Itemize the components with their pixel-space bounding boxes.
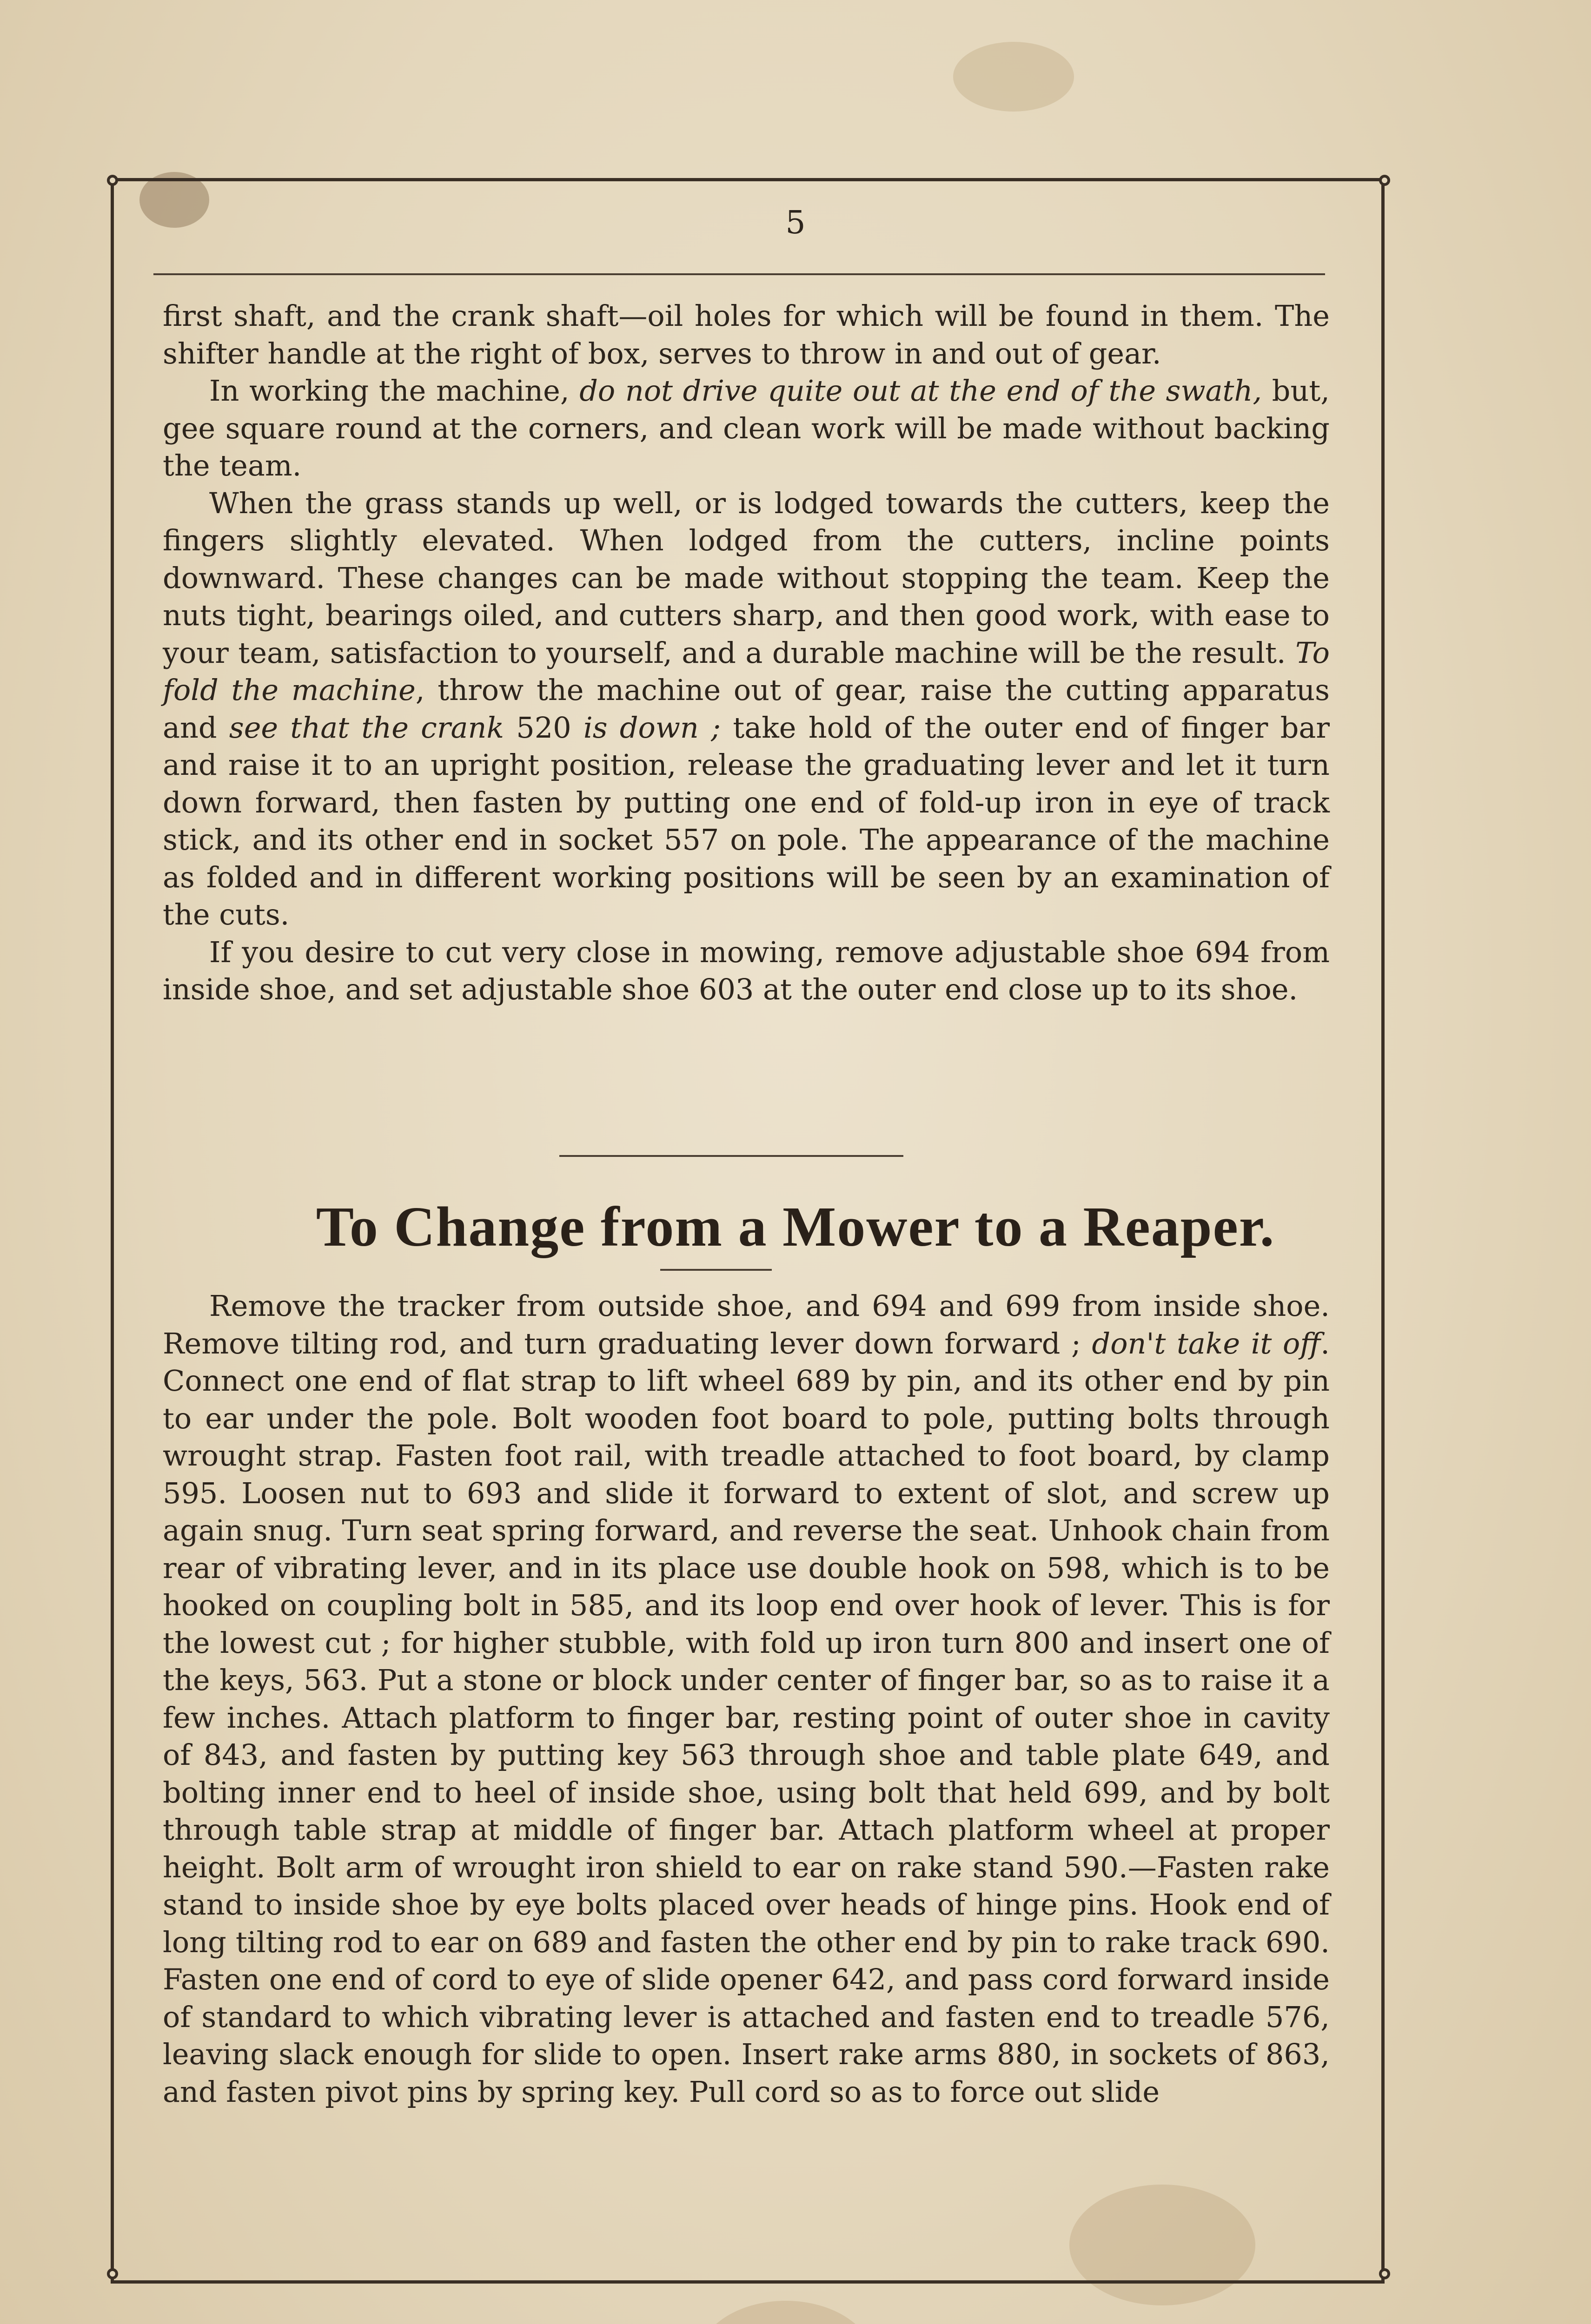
italic-text-run: don't take it off: [1092, 1326, 1321, 1360]
text-run: In working the machine,: [209, 374, 580, 408]
header-rule: [153, 273, 1325, 275]
border-corner-ornament: [1375, 2265, 1394, 2283]
text-run: first shaft, and the crank shaft—oil holes for which will be found in them. The shifter handle at the right of box, serves to throw in and out of gear.: [163, 299, 1330, 370]
text-run: When the grass stands up well, or is lodged towards the cutters, keep the fingers slightly elevated. When lodged from the cutters, incline points downward. These changes can be made without stopping the team. Keep the nuts tight, bearings oiled, and cutters sharp, and then good work, with ease to your team, satisfaction to yourself, and a durable machine will be the result.: [163, 486, 1330, 670]
italic-text-run: do not drive quite out at the end of the swath,: [579, 374, 1262, 408]
italic-text-run: see that the crank: [229, 710, 504, 745]
instructions-text-bottom: [163, 1287, 1330, 2111]
italic-text-run: is down ;: [583, 710, 721, 745]
paper-stain: [953, 42, 1074, 112]
text-run: but, gee square round at the corners, and clean work will be made without backing the team.: [163, 374, 1330, 482]
paragraph: [163, 372, 1330, 485]
paragraph: [163, 934, 1330, 1009]
border-corner-ornament: [103, 171, 122, 190]
text-run: , throw the machine out of gear, raise the cutting apparatus and: [163, 673, 1330, 745]
italic-text-run: To fold the machine: [163, 635, 1330, 707]
border-corner-ornament: [103, 2265, 122, 2283]
paragraph: [163, 297, 1330, 372]
page-number: 5: [785, 205, 806, 241]
text-run: If you desire to cut very close in mowing, remove adjustable shoe 694 from inside shoe, and set adjustable shoe 603 at the outer end close up to its shoe.: [163, 935, 1330, 1006]
section-separator: [559, 1155, 903, 1157]
paragraph: [163, 485, 1330, 934]
border-corner-ornament: [1375, 171, 1394, 190]
heading-underline: [660, 1269, 772, 1271]
text-run: 520: [504, 710, 583, 745]
text-run: Remove the tracker from outside shoe, and 694 and 699 from inside shoe. Remove tilting rod, and turn graduating lever down forward ;: [163, 1289, 1330, 1360]
text-run: take hold of the outer end of finger bar and raise it to an upright position, release the graduating lever and let it turn down forward, then fasten by putting one end of fold-up iron in eye of track stick, and its other end in socket 557 on pole. The appearance of the machine as folded and in different working positions will be seen by an examination of the cuts.: [163, 710, 1330, 931]
instructions-text-top: [163, 297, 1330, 1009]
text-run: . Connect one end of flat strap to lift wheel 689 by pin, and its other end by pin to ear under the pole. Bolt wooden foot board to pole, putting bolts through wrought strap. Fasten foot rail, with treadle attached to foot board, by clamp 595. Loosen nut to 693 and slide it forward to extent of slot, and screw up again snug. Turn seat spring forward, and reverse the seat. Unhook chain from rear of vibrating lever, and in its place use double hook on 598, which is to be hooked on coupling bolt in 585, and its loop end over hook of lever. This is for the lowest cut ; for higher stubble, with fold up iron turn 800 and insert one of the keys, 563. Put a stone or block under center of finger bar, so as to raise it a few inches. Attach platform to finger bar, resting point of outer shoe in cavity of 843, and fasten by putting key 563 through shoe and table plate 649, and bolting inner end to heel of inside shoe, using bolt that held 699, and by bolt through table strap at middle of finger bar. Attach platform wheel at proper height. Bolt arm of wrought iron shield to ear on rake stand 590.—Fasten rake stand to inside shoe by eye bolts placed over heads of hinge pins. Hook end of long tilting rod to ear on 689 and fasten the other end by pin to rake track 690. Fasten one end of cord to eye of slide opener 642, and pass cord forward inside of standard to which vibrating lever is attached and fasten end to treadle 576, leaving slack enough for slide to open. Insert rake arms 880, in sockets of 863, and fasten pivot pins by spring key. Pull cord so as to force out slide: [163, 1326, 1330, 2109]
paper-stain: [697, 2301, 874, 2324]
section-heading: To Change from a Mower to a Reaper.: [316, 1195, 1275, 1258]
paragraph: [163, 1287, 1330, 2111]
